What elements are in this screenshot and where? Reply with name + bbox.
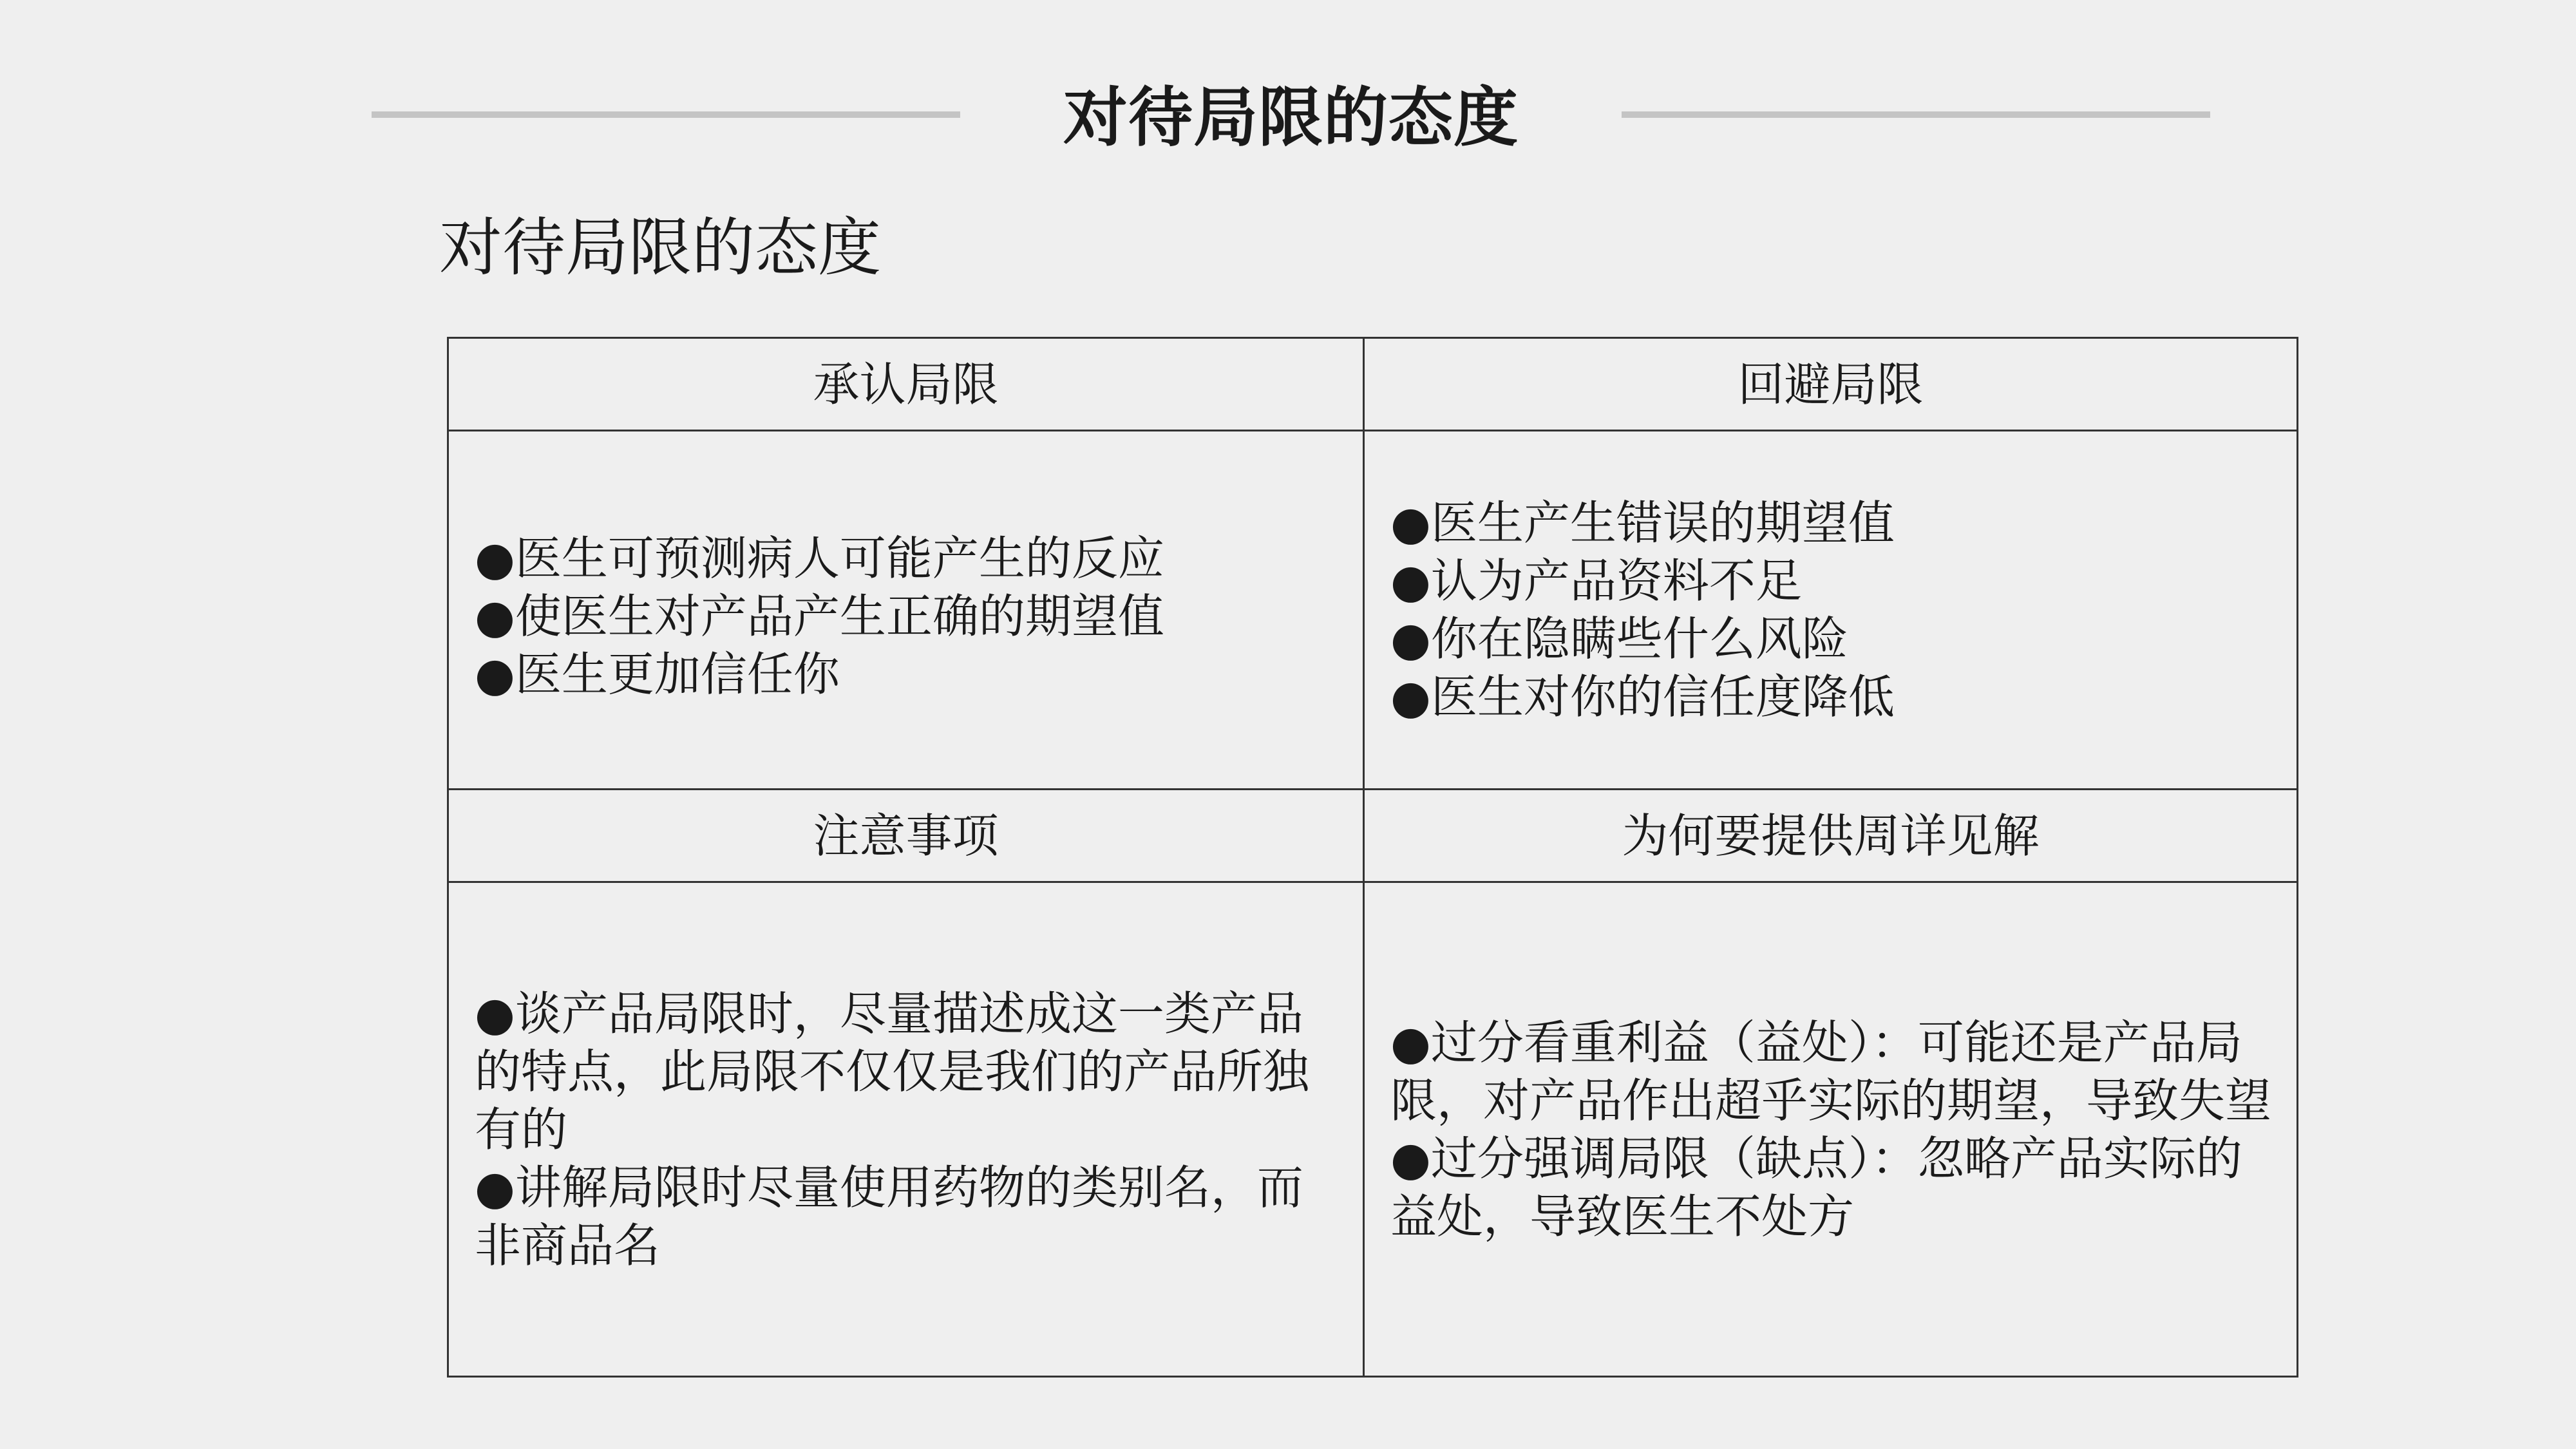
header-why-detailed: 为何要提供周详见解	[1365, 790, 2297, 883]
cell-acknowledge-limits	[449, 431, 1365, 790]
cell-why-detailed	[1365, 883, 2297, 1376]
list-item: ●你在隐瞒些什么风险	[1390, 612, 1848, 666]
header-acknowledge-limits: 承认局限	[449, 339, 1365, 431]
header-divider-left	[372, 111, 960, 118]
cell-avoid-limits	[1365, 431, 2297, 790]
list-item: ●过分强调局限（缺点）：忽略产品实际的益处，导致医生不处方	[1390, 1131, 2242, 1244]
list-item: ●讲解局限时尽量使用药物的类别名，而非商品名	[475, 1160, 1303, 1273]
cell-notes	[449, 883, 1365, 1376]
page-title: 对待局限的态度	[1063, 80, 1519, 155]
list-item: ●医生可预测病人可能产生的反应	[475, 531, 1164, 585]
list-item: ●使医生对产品产生正确的期望值	[475, 589, 1164, 643]
list-item: ●过分看重利益（益处）：可能还是产品局限，对产品作出超乎实际的期望，导致失望	[1390, 1015, 2272, 1128]
list-item: ●谈产品局限时，尽量描述成这一类产品的特点，此局限不仅仅是我们的产品所独有的	[475, 986, 1310, 1157]
header-divider-right	[1622, 111, 2210, 118]
attitude-table	[447, 337, 2298, 1378]
list-item: ●认为产品资料不足	[1390, 554, 1802, 608]
header-avoid-limits: 回避局限	[1365, 339, 2297, 431]
slide-subtitle: 对待局限的态度	[439, 211, 882, 285]
list-item: ●医生更加信任你	[475, 647, 840, 701]
list-item: ●医生产生错误的期望值	[1390, 496, 1895, 550]
list-item: ●医生对你的信任度降低	[1390, 670, 1895, 724]
header-notes: 注意事项	[449, 790, 1365, 883]
